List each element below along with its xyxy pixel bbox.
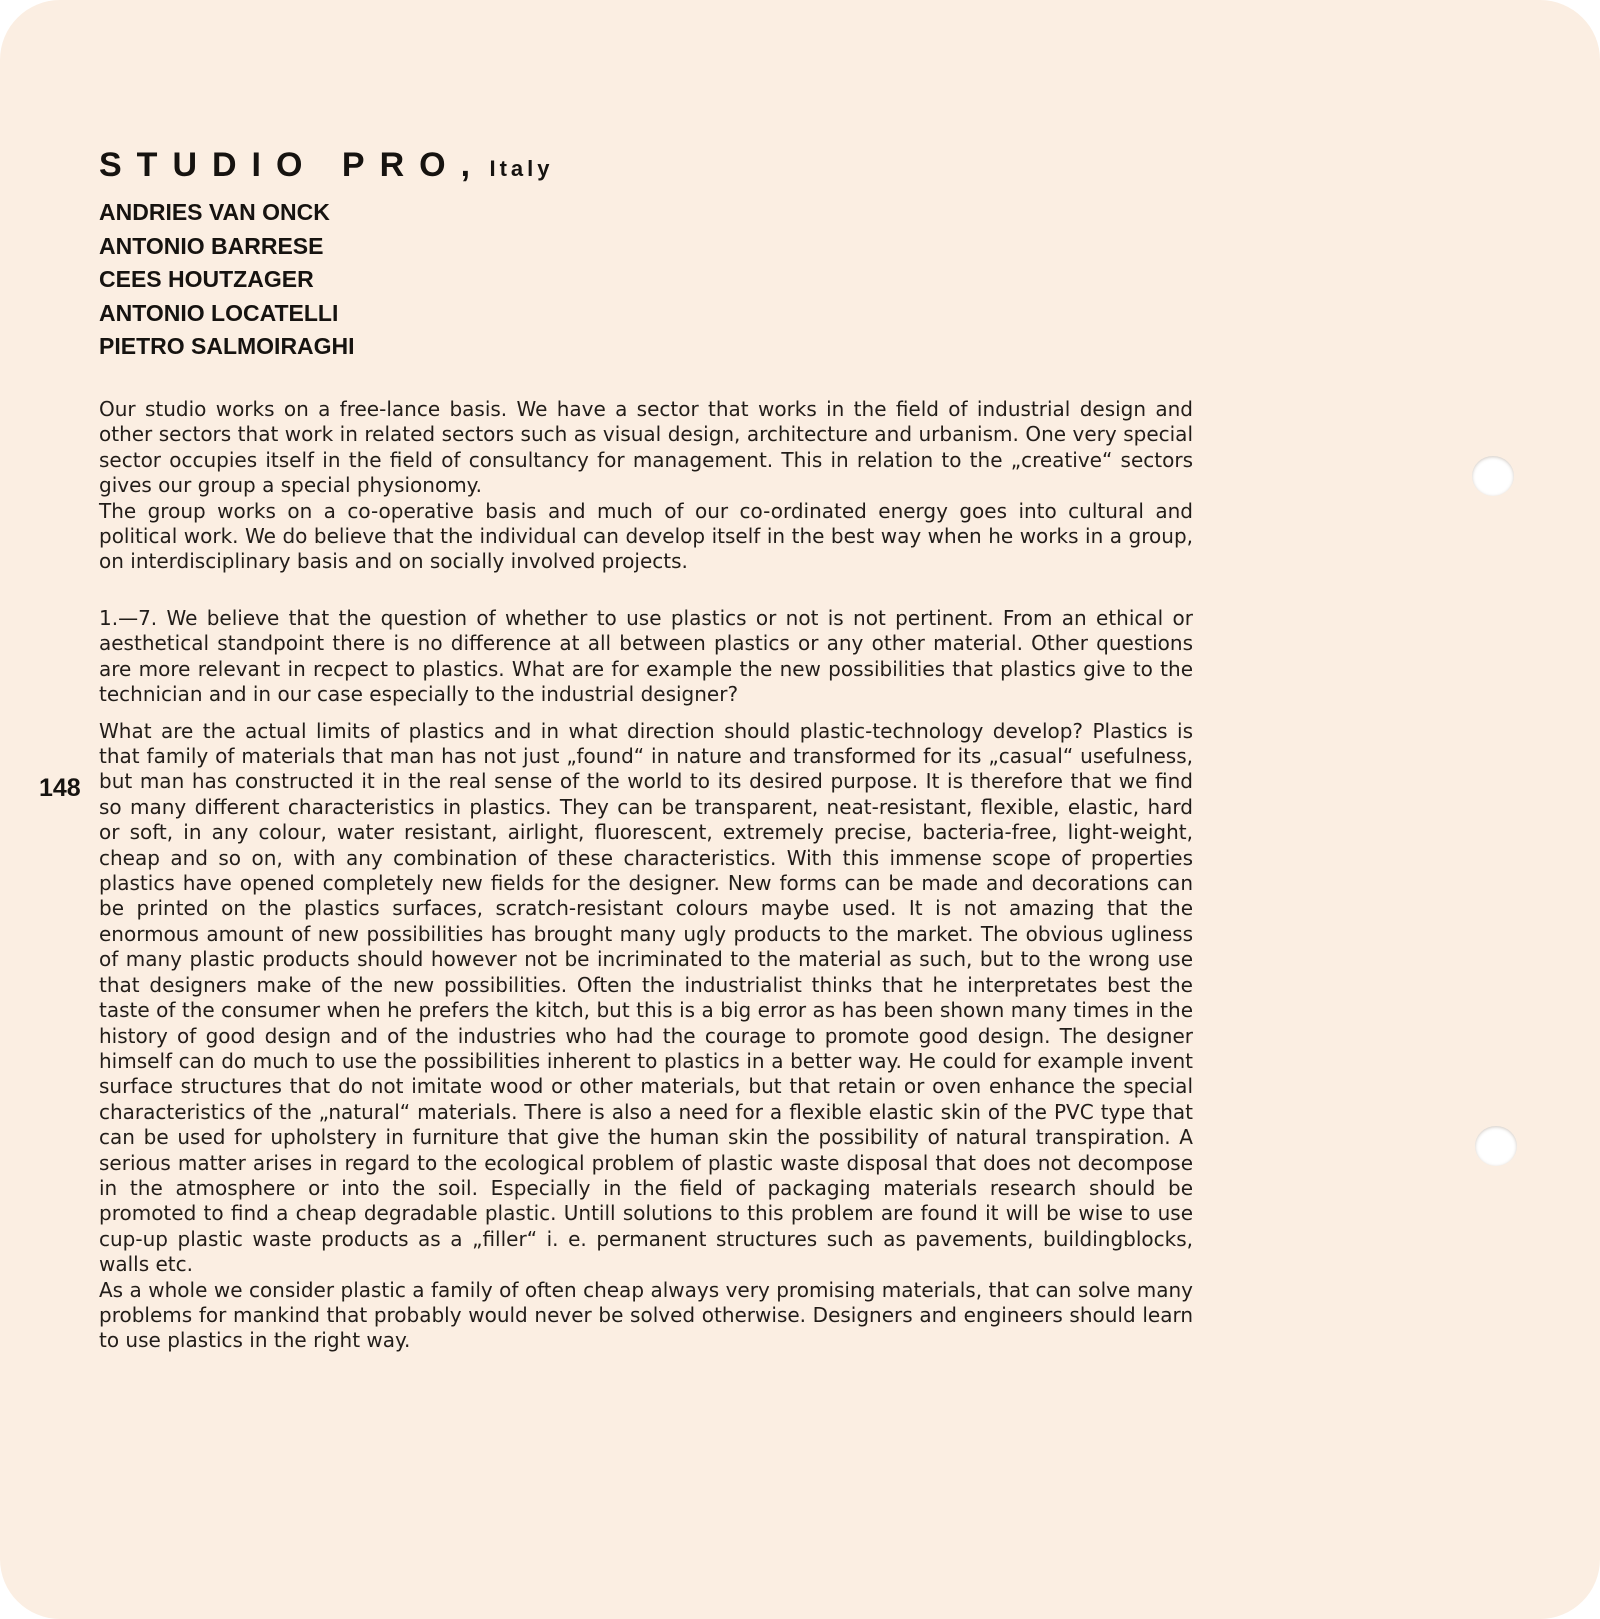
member-name: CEES HOUTZAGER — [99, 266, 314, 292]
punch-hole — [1472, 456, 1514, 496]
member-list — [99, 196, 355, 364]
intro-text — [99, 397, 1193, 575]
answer-paragraph: 1.—7. We believe that the question of whether to use plastics or not is not pertinent. From an ethical or aesthetical standpoint there is no difference at all between plastics or any other material. Other questions are more relevant in recpect to plastics. What are for example the new possibilities that plastics give to the technician and in our case especially to the industrial designer? — [99, 606, 1193, 707]
answer-paragraph: What are the actual limits of plastics and in what direction should plastic-technology develop? Plastics is that family of materials that man has not just „found“ in nature and transformed for its „casual“ usefulness, but man has constructed it in the real sense of the world to its desired purpose. It is therefore that we find so many different characteristics in plastics. They can be transparent, neat-resistant, flexible, elastic, hard or soft, in any colour, water resistant, airlight, fluorescent, extremely precise, bacteria-free, light-weight, cheap and so on, with any combination of these characteristics. With this immense scope of properties plastics have opened completely new fields for the designer. New forms can be made and decorations can be printed on the plastics surfaces, scratch-resistant colours maybe used. It is not amazing that the enormous amount of new possibilities has brought many ugly products to the market. The obvious ugliness of many plastic products should however not be incriminated to the material as such, but to the wrong use that designers make of the new possibilities. Often the industrialist thinks that he interpretates best the taste of the consumer when he prefers the kitch, but this is a big error as has been shown many times in the history of good design and of the industries who had the courage to promote good design. The designer himself can do much to use the possibilities inherent to plastics in a better way. He could for example invent surface structures that do not imitate wood or other materials, but that retain or oven enhance the special characteristics of the „natural“ materials. There is also a need for a flexible elastic skin of the PVC type that can be used for upholstery in furniture that give the human skin the possibility of natural transpiration. A serious matter arises in regard to the ecological problem of plastic waste disposal that does not decompose in the atmosphere or into the soil. Especially in the field of packaging materials research should be promoted to find a cheap degradable plastic. Untill solutions to this problem are found it will be wise to use cup-up plastic waste products as a „filler“ i. e. permanent structures such as pavements, buildingblocks, walls etc. — [99, 718, 1193, 1277]
studio-name: STUDIO PRO, — [99, 146, 486, 184]
member-name: PIETRO SALMOIRAGHI — [99, 333, 355, 359]
answer-text — [99, 606, 1193, 1354]
punch-hole — [1475, 1126, 1517, 1166]
intro-paragraph: The group works on a co-operative basis and much of our co-ordinated energy goes into cultural and political work. We do believe that the individual can develop itself in the best way when he works in a group, on interdisciplinary basis and on socially involved projects. — [99, 498, 1193, 574]
member-name: ANTONIO LOCATELLI — [99, 299, 339, 326]
member-name: ANTONIO BARRESE — [99, 232, 324, 259]
studio-country: Italy — [489, 156, 554, 181]
answer-paragraph: As a whole we consider plastic a family of often cheap always very promising materials, that can solve many problems for mankind that probably would never be solved otherwise. Designers and engineers should learn to use plastics in the right way. — [99, 1277, 1193, 1353]
member-name: ANDRIES VAN ONCK — [99, 199, 330, 225]
studio-heading — [99, 146, 554, 185]
page-number: 148 — [39, 774, 81, 802]
intro-paragraph: Our studio works on a free-lance basis. We have a sector that works in the field of industrial design and other sectors that work in related sectors such as visual design, architecture and urbanism. One very special sector occupies itself in the field of consultancy for management. This in relation to the „creative“ sectors gives our group a special physionomy. — [99, 397, 1193, 498]
